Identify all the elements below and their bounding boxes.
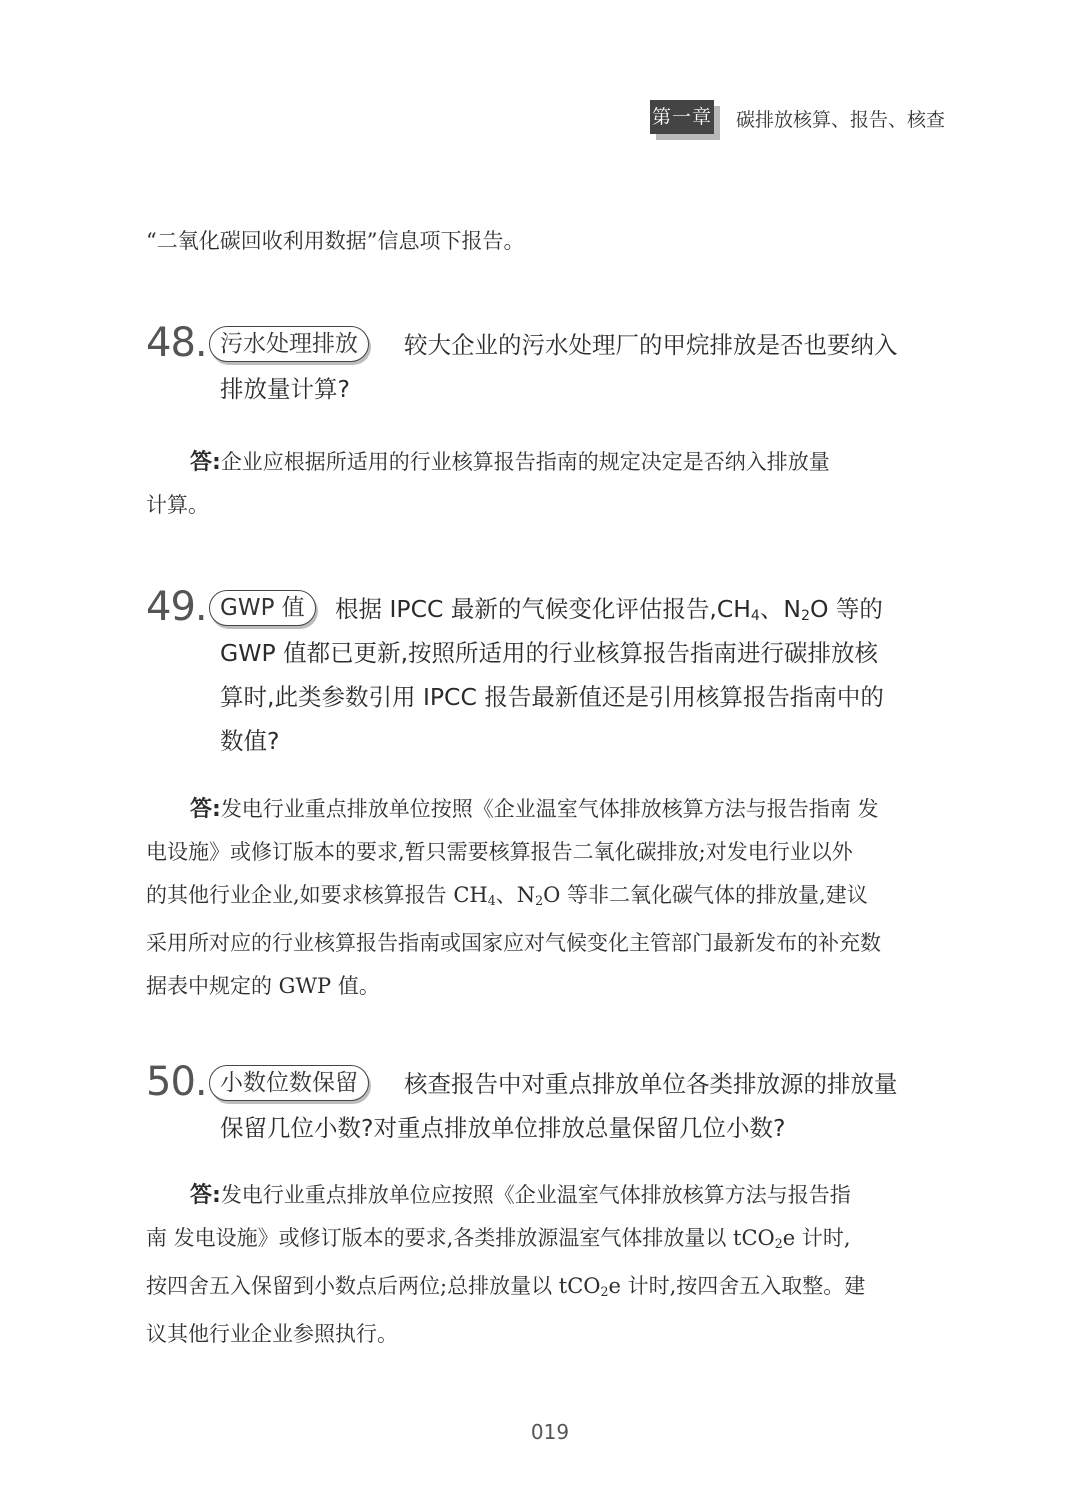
question-49-line-4: 数值? bbox=[220, 727, 280, 755]
question-49-tag: GWP 值 bbox=[209, 590, 316, 626]
a49-line3-sub-2: 2 bbox=[535, 893, 544, 908]
q49-line1-part-a: 根据 IPCC 最新的气候变化评估报告,CH bbox=[335, 595, 751, 623]
question-49-number: 49. bbox=[146, 584, 207, 630]
a49-line3-part-b: 、N bbox=[495, 883, 536, 907]
answer-50-line-2 bbox=[146, 1217, 956, 1265]
answer-50-line-3 bbox=[146, 1265, 956, 1313]
answer-50-line-4: 议其他行业企业参照执行。 bbox=[146, 1322, 398, 1346]
a49-line3-sub-1: 4 bbox=[487, 893, 496, 908]
answer-49-label: 答: bbox=[190, 797, 221, 822]
question-49-line-3: 算时,此类参数引用 IPCC 报告最新值还是引用核算报告指南中的 bbox=[220, 683, 884, 711]
a50-line2-part-b: e 计时, bbox=[782, 1226, 851, 1250]
answer-49-text-1: 发电行业重点排放单位按照《企业温室气体排放核算方法与报告指南 发 bbox=[220, 797, 879, 821]
answer-50-label: 答: bbox=[190, 1183, 221, 1208]
chapter-tag: 第一章 bbox=[650, 100, 714, 134]
a50-line3-sub: 2 bbox=[600, 1284, 609, 1299]
a50-line3-part-a: 按四舍五入保留到小数点后两位;总排放量以 tCO bbox=[146, 1274, 601, 1298]
page-number: 019 bbox=[530, 1420, 570, 1444]
intro-line: “二氧化碳回收利用数据”信息项下报告。 bbox=[146, 229, 525, 253]
answer-49 bbox=[146, 788, 956, 1008]
q49-line1-part-c: O 等的 bbox=[809, 595, 883, 623]
answer-50 bbox=[146, 1174, 956, 1356]
question-50-number: 50. bbox=[146, 1059, 207, 1105]
answer-49-line-2: 电设施》或修订版本的要求,暂只需要核算报告二氧化碳排放;对发电行业以外 bbox=[146, 840, 853, 864]
a50-line2-sub: 2 bbox=[774, 1236, 783, 1251]
answer-48-line-2: 计算。 bbox=[146, 493, 209, 517]
answer-48-label: 答: bbox=[190, 450, 221, 475]
answer-49-line-3 bbox=[146, 874, 956, 922]
answer-48-line-1 bbox=[146, 441, 956, 484]
answer-49-line-5: 据表中规定的 GWP 值。 bbox=[146, 974, 380, 998]
question-48-line-2: 排放量计算? bbox=[220, 375, 350, 403]
question-50-tag: 小数位数保留 bbox=[209, 1065, 369, 1101]
question-49-line-2: GWP 值都已更新,按照所适用的行业核算报告指南进行碳排放核 bbox=[220, 639, 879, 667]
answer-50-line-1 bbox=[146, 1174, 956, 1217]
question-50-line-2: 保留几位小数?对重点排放单位排放总量保留几位小数? bbox=[220, 1114, 786, 1142]
a49-line3-part-c: O 等非二氧化碳气体的排放量,建议 bbox=[543, 883, 868, 907]
a50-line3-part-b: e 计时,按四舍五入取整。建 bbox=[608, 1274, 866, 1298]
chapter-title: 碳排放核算、报告、核查 bbox=[736, 109, 946, 131]
question-48-number: 48. bbox=[146, 320, 207, 366]
answer-48-text-1: 企业应根据所适用的行业核算报告指南的规定决定是否纳入排放量 bbox=[220, 450, 830, 474]
answer-50-text-1: 发电行业重点排放单位应按照《企业温室气体排放核算方法与报告指 bbox=[220, 1183, 851, 1207]
a50-line2-part-a: 南 发电设施》或修订版本的要求,各类排放源温室气体排放量以 tCO bbox=[146, 1226, 775, 1250]
running-header bbox=[650, 100, 970, 140]
answer-48 bbox=[146, 441, 956, 527]
a49-line3-part-a: 的其他行业企业,如要求核算报告 CH bbox=[146, 883, 488, 907]
answer-49-line-1 bbox=[146, 788, 956, 831]
question-48-line-1: 较大企业的污水处理厂的甲烷排放是否也要纳入 bbox=[404, 331, 898, 359]
intro-paragraph bbox=[146, 220, 956, 263]
q49-line1-sub-2: 2 bbox=[800, 608, 810, 624]
q49-line1-part-b: 、N bbox=[759, 595, 801, 623]
question-50-line-1: 核查报告中对重点排放单位各类排放源的排放量 bbox=[404, 1070, 898, 1098]
answer-49-line-4: 采用所对应的行业核算报告指南或国家应对气候变化主管部门最新发布的补充数 bbox=[146, 931, 881, 955]
question-48-tag: 污水处理排放 bbox=[209, 326, 369, 362]
q49-line1-sub-1: 4 bbox=[750, 608, 760, 624]
